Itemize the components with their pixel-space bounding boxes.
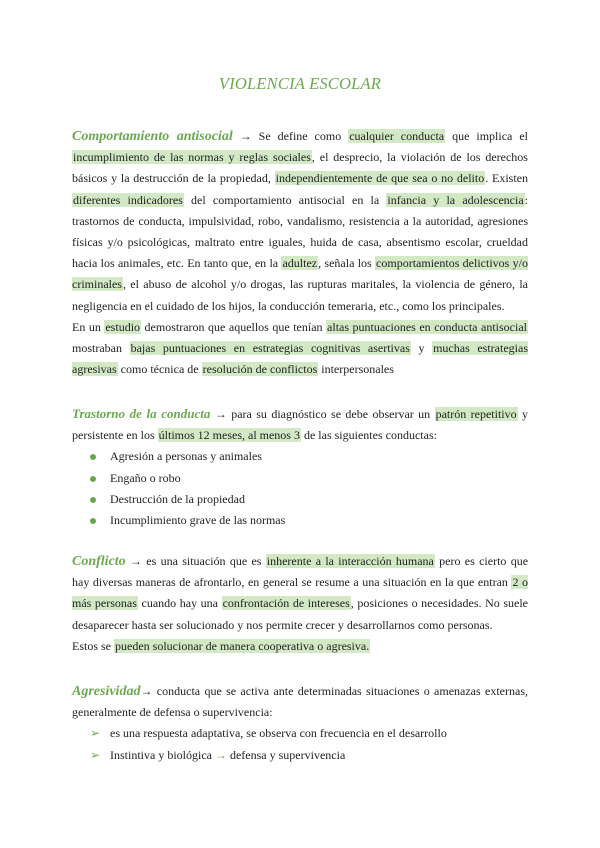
arrow-icon: → [214,747,227,762]
highlight: bajas puntuaciones en estrategias cognitivas asertivas [130,341,410,356]
highlight: cualquier conducta [349,129,445,143]
bullet-icon [90,476,96,482]
section-conflicto [72,551,528,657]
highlight: estudio [105,319,141,334]
highlight: inherente a la interacción humana [266,554,434,568]
highlight: independientemente de que sea o no delito [275,171,485,186]
bullet-icon [90,518,96,524]
arrow-bullet-icon: ➢ [90,747,101,762]
highlight: resolución de conflictos [202,362,318,377]
highlight: confrontación de intereses [222,596,350,611]
highlight: comportamientos delictivos y/o criminales [72,256,528,292]
section-heading: Comportamiento antisocial [72,129,233,144]
paragraph: Agresividad→ conducta que se activa ante determinadas situaciones o amenazas externas, generalmente de defensa o supervivencia: [72,684,528,720]
section-heading: Trastorno de la conducta [72,406,211,421]
highlight: infancia y la adolescencia [387,192,524,207]
paragraph: Comportamiento antisocial → Se define como cualquier conducta que implica el incumplimiento de las normas y reglas sociales, el desprecio, la violación de los derechos básicos y la destrucción de la propiedad, independientemente de que sea o no delito. Existen diferentes indicadores del comportamiento antisocial en la infancia y la adolescencia: trastornos de conducta, impulsividad, robo, vandalismo, resistencia a la autoridad, agresiones físicas y/o psicológicas, maltrato entre iguales, huida de casa, absentismo escolar, crueldad hacia los animales, etc. En tanto que, en la adultez, señala los comportamientos delictivos y/o criminales, el abuso de alcohol y/o drogas, las rupturas maritales, la violencia de género, la negligencia en el cuidado de los hijos, la conducción temeraria, etc., como los principales. [72,129,528,313]
arrow-icon: → [129,554,142,568]
highlight: patrón repetitivo [435,407,517,421]
highlight: adultez [282,256,318,271]
paragraph: Trastorno de la conducta → para su diagnóstico se debe observar un patrón repetitivo y persistente en los últimos 12 meses, al menos 3 de las siguientes conductas: [72,406,529,443]
bullet-icon [90,454,96,460]
highlight: pueden solucionar de manera cooperativa o agresiva. [115,638,370,653]
bullet-icon [90,497,96,503]
arrow-icon: → [140,684,153,698]
highlight: diferentes indicadores [73,192,183,207]
paragraph: En un estudio demostraron que aquellos que tenían altas puntuaciones en conducta antisocial mostraban bajas puntuaciones en estrategias cognitivas asertivas y muchas estrategias agresivas como técnica de resolución de conflictos interpersonales [72,319,528,377]
list-item: ➢ es una respuesta adaptativa, se observa con frecuencia en el desarrollo [90,723,528,744]
highlight: 2 o más personas [72,575,528,611]
list-item: ➢ Instintiva y biológica → defensa y supervivencia [90,745,528,766]
section-heading: Conflicto [72,554,126,569]
arrow-bullet-icon: ➢ [90,726,101,741]
section-trastorno-conducta [72,403,528,531]
list-item: Agresión a personas y animales [90,446,528,467]
highlight: muchas estrategias agresivas [72,341,528,377]
section-heading: Agresividad [72,684,141,699]
highlight: últimos 12 meses, al menos 3 [158,428,300,443]
paragraph: Conflicto → es una situación que es inherente a la interacción humana pero es cierto que hay diversas maneras de afrontarlo, en general se resume a una situación en la que entran 2 o más personas cuando hay una confrontación de intereses, posiciones o necesidades. No suele desaparecer hasta ser solucionado y nos permite crecer y desarrollarnos como personas. [72,554,529,632]
arrow-icon: → [239,129,252,143]
highlight: altas puntuaciones en conducta antisocial [327,319,527,334]
list-item: Engaño o robo [90,468,528,489]
section-comportamiento-antisocial [72,126,528,380]
paragraph: Estos se pueden solucionar de manera cooperativa o agresiva. [72,638,370,653]
section-agresividad [72,681,528,766]
list-item: Destrucción de la propiedad [90,489,528,510]
arrow-icon: → [214,407,227,421]
list-item: Incumplimiento grave de las normas [90,510,528,531]
arrow-bullet-list [90,723,528,765]
highlight: incumplimiento de las normas y reglas sociales [73,150,311,165]
bullet-list [90,446,528,531]
page-title: VIOLENCIA ESCOLAR [218,74,382,93]
